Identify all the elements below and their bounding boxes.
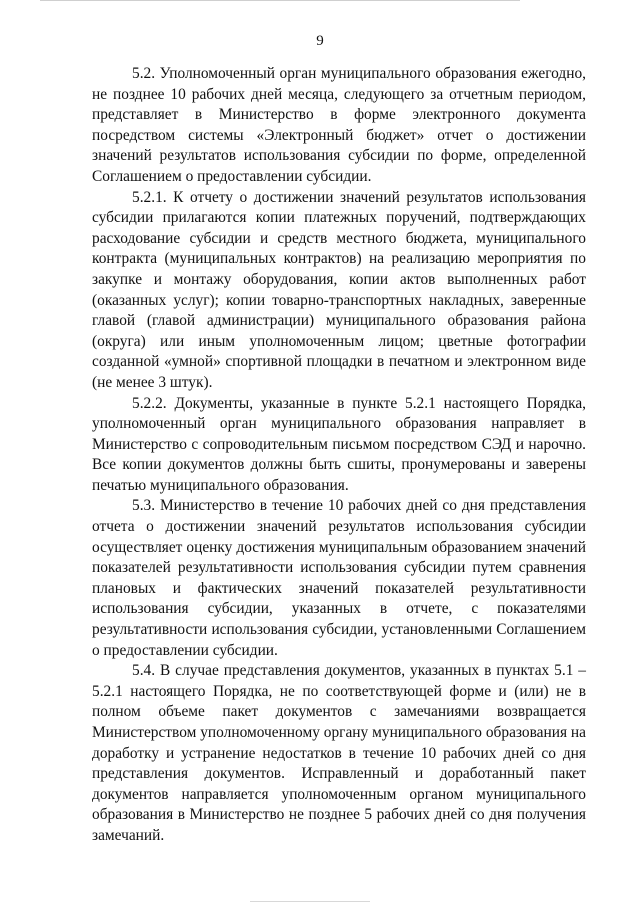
paragraph-5-2-1: 5.2.1. К отчету о достижении значений результатов использования субсидии прилагаются копии платежных поручений, подтверждающих расходование субсидии и средств местного бюджета, муниципального контракта (муниципальных контрактов) на реализацию мероприятия по закупке и монтажу оборудования, копии актов выполненных работ (оказанных услуг); копии товарно-транспортных накладных, заверенные главой (главой администрации) муниципального образования района (округа) или иным уполномоченным лицом; цветные фотографии созданной «умной» спортивной площадки в печатном и электронном виде (не менее 3 штук). bbox=[92, 188, 586, 391]
paragraph-5-3: 5.3. Министерство в течение 10 рабочих дней со дня представления отчета о достижении значений результатов использования субсидии осуществляет оценку достижения муниципальным образованием значений показателей результативности использования субсидии путем сравнения плановых и фактических значений показателей результативности использования субсидии, указанных в отчете, с показателями результативности использования субсидии, установленными Соглашением о предоставлении субсидии. bbox=[92, 497, 586, 659]
document-body bbox=[92, 64, 586, 847]
paragraph-5-2: 5.2. Уполномоченный орган муниципального образования ежегодно, не позднее 10 рабочих дней месяца, следующего за отчетным периодом, представляет в Министерство в форме электронного документа посредством системы «Электронный бюджет» отчет о достижении значений результатов использования субсидии по форме, определенной Соглашением о предоставлении субсидии. bbox=[92, 65, 586, 185]
paragraph-5-2-2: 5.2.2. Документы, указанные в пункте 5.2.1 настоящего Порядка, уполномоченный орган муниципального образования направляет в Министерство с сопроводительным письмом посредством СЭД и нарочно. Все копии документов должны быть сшиты, пронумерованы и заверены печатью муниципального образования. bbox=[92, 394, 586, 494]
scan-edge-top bbox=[40, 0, 520, 1]
scan-edge-bottom bbox=[250, 901, 370, 902]
paragraph-5-4: 5.4. В случае представления документов, указанных в пунктах 5.1 – 5.2.1 настоящего Порядка, не по соответствующей форме и (или) не в полном объеме пакет документов с замечаниями возвращается Министерством уполномоченному органу муниципального образования на доработку и устранение недостатков в течение 10 рабочих дней со дня представления документов. Исправленный и доработанный пакет документов направляется уполномоченным органом муниципального образования в Министерство не позднее 5 рабочих дней со дня получения замечаний. bbox=[92, 662, 586, 844]
page-number: 9 bbox=[316, 33, 324, 49]
